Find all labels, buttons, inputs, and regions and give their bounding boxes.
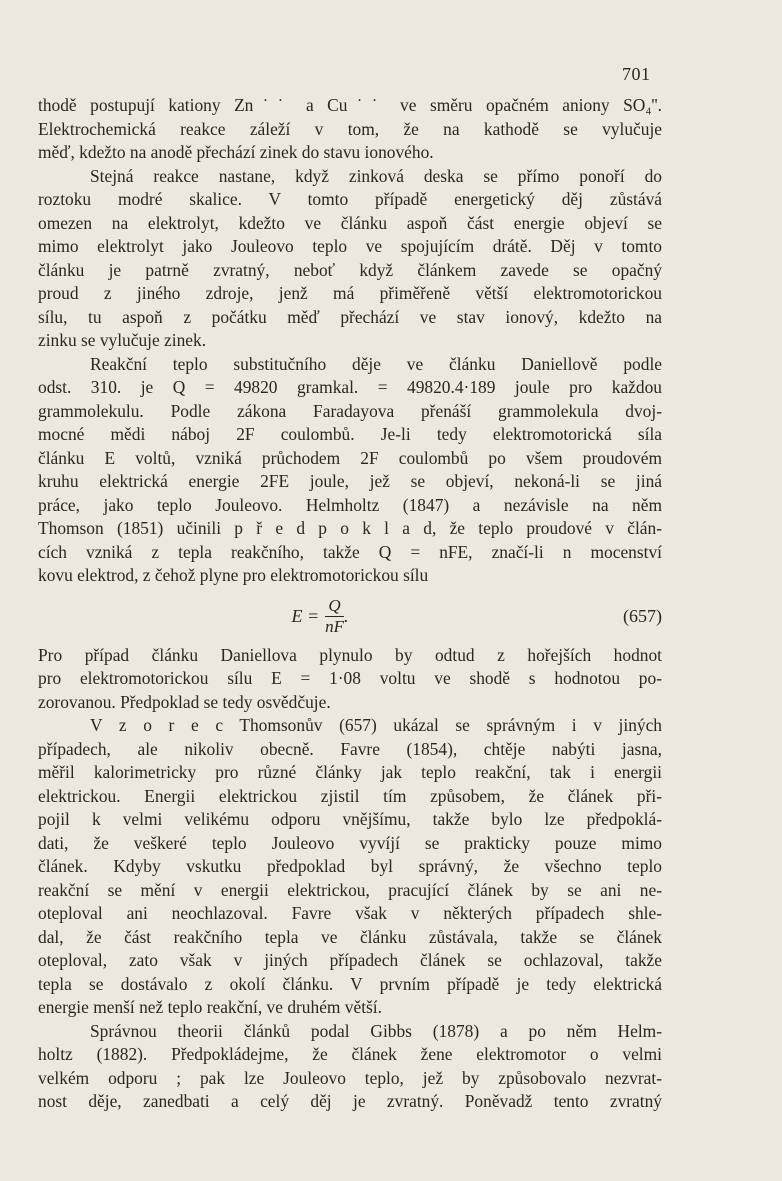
equation-formula (38, 596, 602, 637)
text-line: cích vzniká z tepla reakčního, takže Q = nFE, značí-li n mocenství (38, 541, 662, 562)
text-line: Pro případ článku Daniellova plynulo by odtud z hořejších hodnot (38, 644, 662, 665)
text-line: článek. Kdyby vskutku předpoklad byl správný, že všechno teplo (38, 856, 662, 876)
text-line: oteploval, zato však v jiných případech článek se ochlazoval, takže (38, 950, 662, 970)
text-line: Thomson (1851) učinili p ř e d p o k l a d, že teplo proudové v člán- (38, 518, 662, 538)
equation-numerator: Q (325, 596, 343, 617)
text-line: elektrickou. Energii elektrickou zjistil tím způsobem, že článek při- (38, 785, 662, 806)
text-line: tepla se dostávalo z okolí článku. V prvním případě je tedy elektrická (38, 973, 662, 994)
paragraph-1 (38, 94, 662, 165)
text-line: reakční se mění v energii elektrickou, pracující článek by se ani ne- (38, 879, 662, 900)
text-line: článku je patrně zvratný, neboť když článkem zavede se opačný (38, 259, 662, 280)
equation-trail: . (344, 605, 349, 626)
text-line: dati, že veškeré teplo Jouleovo vyvíjí se prakticky pouze mimo (38, 832, 662, 853)
paragraph-2 (38, 165, 662, 353)
text-line: omezen na elektrolyt, kdežto ve článku aspoň část energie objeví se (38, 212, 662, 233)
text-line: kruhu elektrická energie 2FE joule, jež se objeví, nekoná-li se jiná (38, 471, 662, 491)
text-line: energie menší než teplo reakční, ve druhém větší. (38, 997, 382, 1017)
text-line: práce, jako teplo Jouleovo. Helmholtz (1847) a nezávisle na něm (38, 494, 662, 515)
text-line: Stejná reakce nastane, když zinková deska se přímo ponoří do (90, 165, 662, 186)
text-line: grammolekulu. Podle zákona Faradayova přenáší grammolekula dvoj- (38, 400, 662, 421)
text-line: nost děje, zanedbati a celý děj je zvratný. Poněvadž tento zvratný (38, 1091, 662, 1111)
page-number: 701 (622, 64, 651, 84)
text-line: pro elektromotorickou sílu E = 1·08 voltu ve shodě s hodnotou po- (38, 668, 662, 688)
text-line: měď, kdežto na anodě přechází zinek do stavu ionového. (38, 142, 434, 162)
paragraph-5 (38, 714, 662, 1020)
text-line: pojil k velmi velikému odporu vnějšímu, takže bylo lze předpoklá- (38, 809, 662, 829)
text-line: mocné mědi náboj 2F coulombů. Je-li tedy elektromotorická síla (38, 424, 662, 444)
text-line: proud z jiného zdroje, jenž má přiměřeně větší elektromotorickou (38, 283, 662, 303)
text-line: holtz (1882). Předpokládejme, že článek žene elektromotor o velmi (38, 1044, 662, 1064)
text-line: článku E voltů, vzniká průchodem 2F coulombů po všem proudovém (38, 447, 662, 468)
paragraph-6 (38, 1020, 662, 1114)
text-line: odst. 310. je Q = 49820 gramkal. = 49820.4·189 joule pro každou (38, 377, 662, 397)
text-line: kovu elektrod, z čehož plyne pro elektromotorickou sílu (38, 565, 429, 585)
text-line: Elektrochemická reakce záleží v tom, že na kathodě se vylučuje (38, 118, 662, 139)
text-line: měřil kalorimetricky pro různé články jak teplo reakční, tak i energii (38, 762, 662, 782)
text-line: Reakční teplo substitučního děje ve článku Daniellově podle (90, 353, 662, 374)
text-line: sílu, tu aspoň z počátku měď přechází ve stav ionový, kdežto na (38, 306, 662, 327)
equation-number: (657) (623, 605, 662, 626)
text-line: případech, ale nikoliv obecně. Favre (1854), chtěje nabýti jasna, (38, 738, 662, 759)
text-line: roztoku modré skalice. V tomto případě energetický děj zůstává (38, 189, 662, 209)
text-line: oteploval ani neochlazoval. Favre však v některých případech shle- (38, 903, 662, 923)
equation-denominator: nF (325, 617, 345, 636)
text-line: velkém odporu ; pak lze Jouleovo teplo, jež by způsobovalo nezvrat- (38, 1067, 662, 1088)
equation-fraction (325, 596, 344, 637)
text-line: zorovanou. Předpoklad se tedy osvědčuje. (38, 691, 331, 712)
text-line: mimo elektrolyt jako Jouleovo teplo ve spojujícím drátě. Děj v tomto (38, 236, 662, 256)
equation-lhs: E = (291, 605, 320, 626)
text-line: zinku se vylučuje zinek. (38, 330, 207, 350)
text-line: dal, že část reakčního tepla ve článku zůstávala, takže se článek (38, 926, 662, 947)
paragraph-3 (38, 353, 662, 588)
equation-657 (38, 590, 662, 644)
text-line: V z o r e c Thomsonův (657) ukázal se správným i v jiných (90, 715, 662, 735)
paragraph-4 (38, 644, 662, 715)
body-text (38, 94, 662, 1114)
text-line: thodě postupují kationy Zn˙˙ a Cu˙˙ ve směru opačném aniony SO₄''. (38, 95, 662, 115)
text-line: Správnou theorii článků podal Gibbs (1878) a po něm Helm- (90, 1020, 662, 1041)
